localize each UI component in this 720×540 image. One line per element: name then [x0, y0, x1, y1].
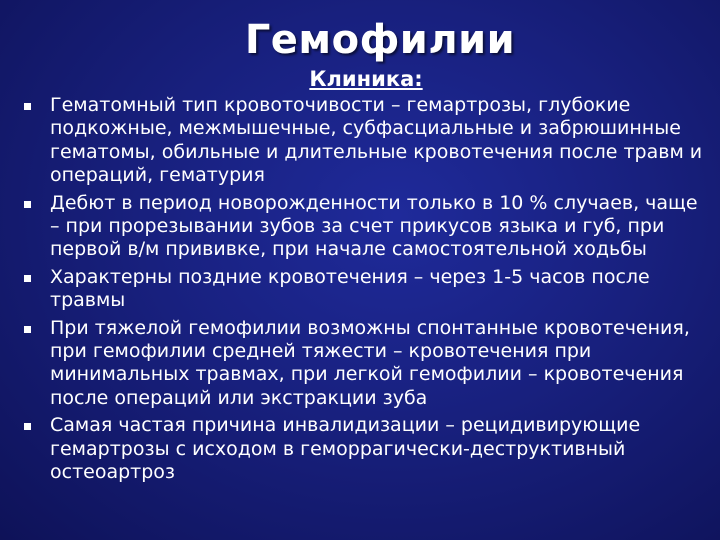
square-bullet-icon: [24, 275, 31, 282]
square-bullet-icon: [24, 326, 31, 333]
bullet-item: [18, 317, 708, 411]
bullet-text: Характерны поздние кровотечения – через 1-5 часов после травмы: [50, 265, 650, 312]
bullet-text: Дебют в период новорожденности только в 10 % случаев, чаще – при прорезывании зубов за счет прикусов языка и губ, при первой в/м прививке, при начале самостоятельной ходьбы: [50, 191, 698, 261]
square-bullet-icon: [24, 103, 31, 110]
bullet-item: [18, 414, 708, 484]
slide-title: Гемофилии: [244, 17, 516, 63]
bullet-item: [18, 94, 708, 188]
bullet-item: [18, 266, 708, 313]
bullet-item: [18, 192, 708, 262]
bullet-text: Самая частая причина инвалидизации – рецидивирующие гемартрозы с исходом в геморрагически-деструктивный остеоартроз: [50, 414, 641, 484]
square-bullet-icon: [24, 201, 31, 208]
slide-subtitle: Клиника:: [309, 67, 423, 91]
bullet-list: [18, 94, 708, 489]
bullet-text: Гематомный тип кровоточивости – гемартрозы, глубокие подкожные, межмышечные, субфасциальные и забрюшинные гематомы, обильные и длительные кровотечения после травм и операций, гематурия: [50, 94, 703, 187]
square-bullet-icon: [24, 423, 31, 430]
bullet-text: При тяжелой гемофилии возможны спонтанные кровотечения, при гемофилии средней тяжести – кровотечения при минимальных травмах, при легкой гемофилии – кровотечения после операций или экстракции зуба: [50, 316, 690, 409]
